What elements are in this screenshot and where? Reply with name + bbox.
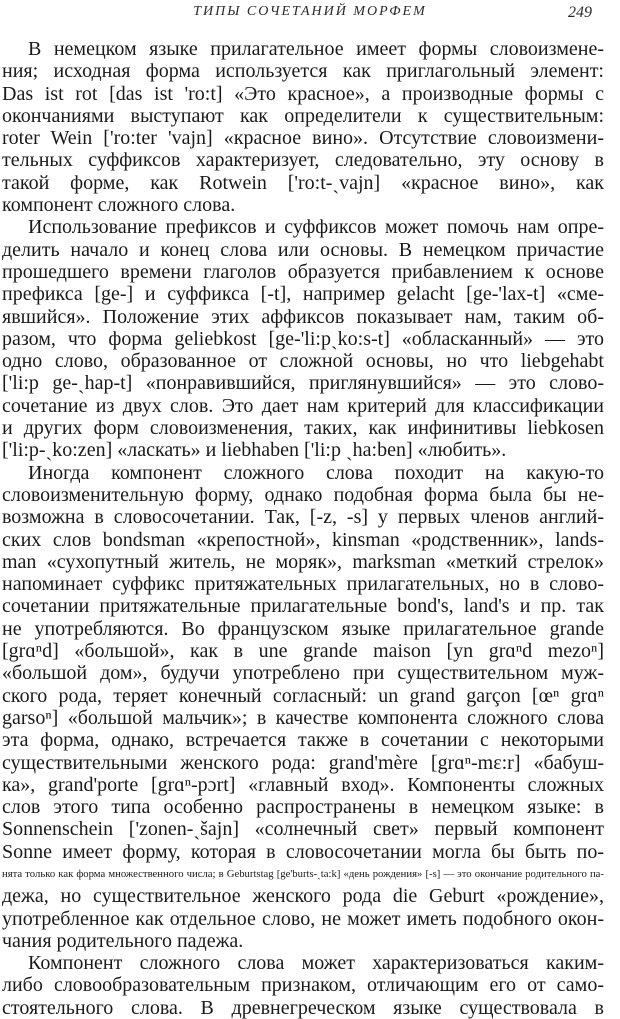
text-line: ['li:p-ˏko:zen] «ласкать» и liebhaben ['li:p ˏha:ben] «любить». (2, 439, 507, 462)
text-line: Компонент сложного слова может характеризоваться каким- (28, 952, 604, 975)
text-line: одно слово, образованное от сложной основы, но что liebgehabt (2, 350, 604, 373)
text-line: Иногда компонент сложного слова походит на какую-то (28, 461, 604, 484)
text-line: такой форме, как Rotwein ['ro:t-ˏvajn] «красное вино», как (2, 171, 604, 194)
text-line: ния; исходная форма используется как приглагольный элемент: (2, 60, 604, 83)
text-line: явшийся». Положение этих аффиксов показывает нам, таким об- (2, 305, 604, 328)
text-line: окончаниями выступают как определители к существительным: (2, 104, 604, 127)
running-header-title: ТИПЫ СОЧЕТАНИЙ МОРФЕМ (193, 4, 427, 19)
text-line: эта форма, однако, встречается также в сочетании с некоторыми (2, 729, 604, 752)
text-line: словоизменительную форму, однако подобная форма была бы не- (2, 483, 604, 506)
body-text (0, 38, 620, 1019)
text-line: чания родительного падежа. (2, 929, 244, 952)
text-line: слов этого типа особенно распространены в немецком языке: в (2, 796, 604, 819)
text-line: не употребляются. Во французском языке прилагательное grande (2, 617, 604, 640)
text-line: ['li:p ge-ˏhap-t] «понравившийся, приглянувшийся» — это слово- (2, 372, 604, 395)
text-line: употребленное как отдельное слово, не может иметь подобного окон- (2, 907, 604, 930)
text-line: сочетании притяжательные прилагательные bond's, land's и пр. так (2, 595, 604, 618)
text-line: напоминает суффикс притяжательных прилагательных, но в слово- (2, 573, 604, 596)
text-line: префикса [ge-] и суффикса [-t], например gelacht [ge-'lax-t] «сме- (2, 283, 604, 306)
text-line: возможна в словосочетании. Так, [-z, -s] у первых членов англий- (2, 506, 604, 529)
text-line: «большой дом», будучи употреблено при существительном муж- (2, 662, 604, 685)
text-line: В немецком языке прилагательное имеет формы словоизмене- (28, 38, 604, 60)
text-line: Sonne имеет форму, которая в словосочетании могла бы быть по- (2, 840, 604, 863)
text-line: делить начало и конец слова или основы. В немецком причастие (2, 238, 604, 261)
text-line: man «сухопутный житель, не моряк», marksman «меткий стрелок» (2, 550, 604, 573)
text-line: дежа, но существительное женского рода die Geburt «рождение», (2, 885, 604, 908)
text-line: разом, что форма geliebkost [ge-'li:pˏko:s-t] «обласканный» — это (2, 327, 604, 350)
text-line: ка», grand'porte [grɑⁿ-pɔrt] «главный вход». Компоненты сложных (2, 773, 604, 796)
text-line: компонент сложного слова. (2, 194, 236, 217)
running-header (0, 2, 620, 24)
text-line: сочетание из двух слов. Это дает нам критерий для классификации (2, 394, 604, 417)
text-line: существительными женского рода: grand'mère [grɑⁿ-mɛ:r] «бабуш- (2, 751, 604, 774)
text-line: тельных суффиксов характеризует, следовательно, эту основу в (2, 149, 604, 172)
text-line: нята только как форма множественного числа; в Geburtstag [ge'burts-ˏta:k] «день рождения» [-s] — это окончание родительного па- (2, 867, 604, 880)
text-line: либо словообразовательным признаком, отличающим его от само- (2, 974, 604, 997)
text-line: Использование префиксов и суффиксов может помочь нам опре- (28, 216, 604, 239)
text-line: Sonnenschein ['zonen-ˏšajn] «солнечный свет» первый компонент (2, 818, 604, 841)
text-line: [grɑⁿd] «большой», как в une grande maison [yn grɑⁿd mezoⁿ] (2, 640, 604, 663)
page-number: 249 (568, 4, 592, 21)
text-line: garsoⁿ] «большой мальчик»; в качестве компонента сложного слова (2, 706, 604, 729)
text-line: стоятельного слова. В древнегреческом языке существовала в (2, 996, 604, 1019)
text-line: ского рода, теряет конечный согласный: un grand garçon [œⁿ grɑⁿ (2, 684, 604, 707)
text-line: Das ist rot [das ist 'ro:t] «Это красное», а производные формы с (2, 82, 604, 105)
text-line: ских слов bondsman «крепостной», kinsman «родственник», lands- (2, 528, 604, 551)
text-line: и других форм словоизменения, таких, как инфинитивы liebkosen (2, 417, 604, 440)
text-line: roter Wein ['ro:ter 'vajn] «красное вино». Отсутствие словоизмени- (2, 127, 604, 150)
text-line: прошедшего времени глаголов образуется прибавлением к основе (2, 260, 604, 283)
